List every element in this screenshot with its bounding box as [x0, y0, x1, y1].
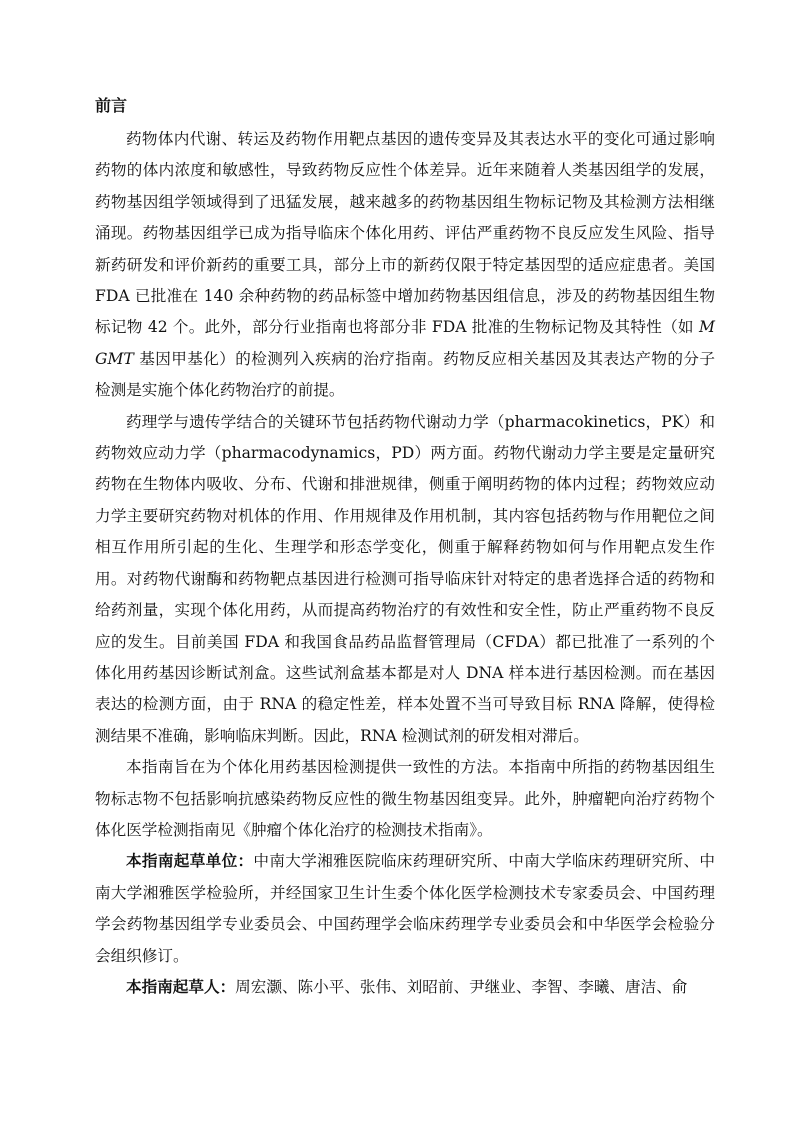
gene-name-italic: MGMT — [95, 318, 715, 368]
paragraph-intro-text-2: 基因甲基化）的检测列入疾病的治疗指南。药物反应相关基因及其表达产物的分子检测是实施个体化药物治疗的前提。 — [95, 349, 715, 400]
document-page — [95, 90, 715, 1003]
paragraph-intro-text-1: 药物体内代谢、转运及药物作用靶点基因的遗传变异及其表达水平的变化可通过影响药物的体内浓度和敏感性，导致药物反应性个体差异。近年来随着人类基因组学的发展，药物基因组学领域得到了迅猛发展，越来越多的药物基因组生物标记物及其检测方法相继涌现。药物基因组学已成为指导临床个体化用药、评估严重药物不良反应发生风险、指导新药研发和评价新药的重要工具，部分上市的新药仅限于特定基因型的适应症患者。美国 FDA 已批准在 140 余种药物的药品标签中增加药物基因组信息，涉及的药物基因组生物标记物 42 个。此外，部分行业指南也将部分非 FDA 批准的生物标记物及其特性（如 — [95, 130, 715, 337]
paragraph-intro — [95, 124, 715, 407]
section-heading: 前言 — [95, 96, 128, 115]
paragraph-drafters — [95, 972, 715, 1003]
paragraph-scope: 本指南旨在为个体化用药基因检测提供一致性的方法。本指南中所指的药物基因组生物标志物不包括影响抗感染药物反应性的微生物基因组变异。此外，肿瘤靶向治疗药物个体化医学检测指南见《肿瘤个体化治疗的检测技术指南》。 — [95, 758, 715, 839]
drafters-text: 周宏灏、陈小平、张伟、刘昭前、尹继业、李智、李曦、唐洁、俞 — [235, 977, 688, 996]
drafters-label: 本指南起草人： — [126, 977, 236, 996]
paragraph-pk-pd: 药理学与遗传学结合的关键环节包括药物代谢动力学（pharmacokinetics，PK）和药物效应动力学（pharmacodynamics，PD）两方面。药物代谢动力学主要是定量研究药物在生物体内吸收、分布、代谢和排泄规律，侧重于阐明药物的体内过程；药物效应动力学主要研究药物对机体的作用、作用规律及作用机制，其内容包括药物与作用靶位之间相互作用所引起的生化、生理学和形态学变化，侧重于解释药物如何与作用靶点发生作用。对药物代谢酶和药物靶点基因进行检测可指导临床针对特定的患者选择合适的药物和给药剂量，实现个体化用药，从而提高药物治疗的有效性和安全性，防止严重药物不良反应的发生。目前美国 FDA 和我国食品药品监督管理局（CFDA）都已批准了一系列的个体化用药基因诊断试剂盒。这些试剂盒基本都是对人 DNA 样本进行基因检测。而在基因表达的检测方面，由于 RNA 的稳定性差，样本处置不当可导致目标 RNA 降解，使得检测结果不准确，影响临床判断。因此，RNA 检测试剂的研发相对滞后。 — [95, 412, 715, 745]
drafting-units-label: 本指南起草单位： — [126, 852, 254, 871]
drafting-units-text: 中南大学湘雅医院临床药理研究所、中南大学临床药理研究所、中南大学湘雅医学检验所，并经国家卫生计生委个体化医学检测技术专家委员会、中国药理学会药物基因组学专业委员会、中国药理学会临床药理学专业委员会和中华医学会检验分会组织修订。 — [95, 852, 715, 965]
paragraph-drafting-units — [95, 846, 715, 972]
